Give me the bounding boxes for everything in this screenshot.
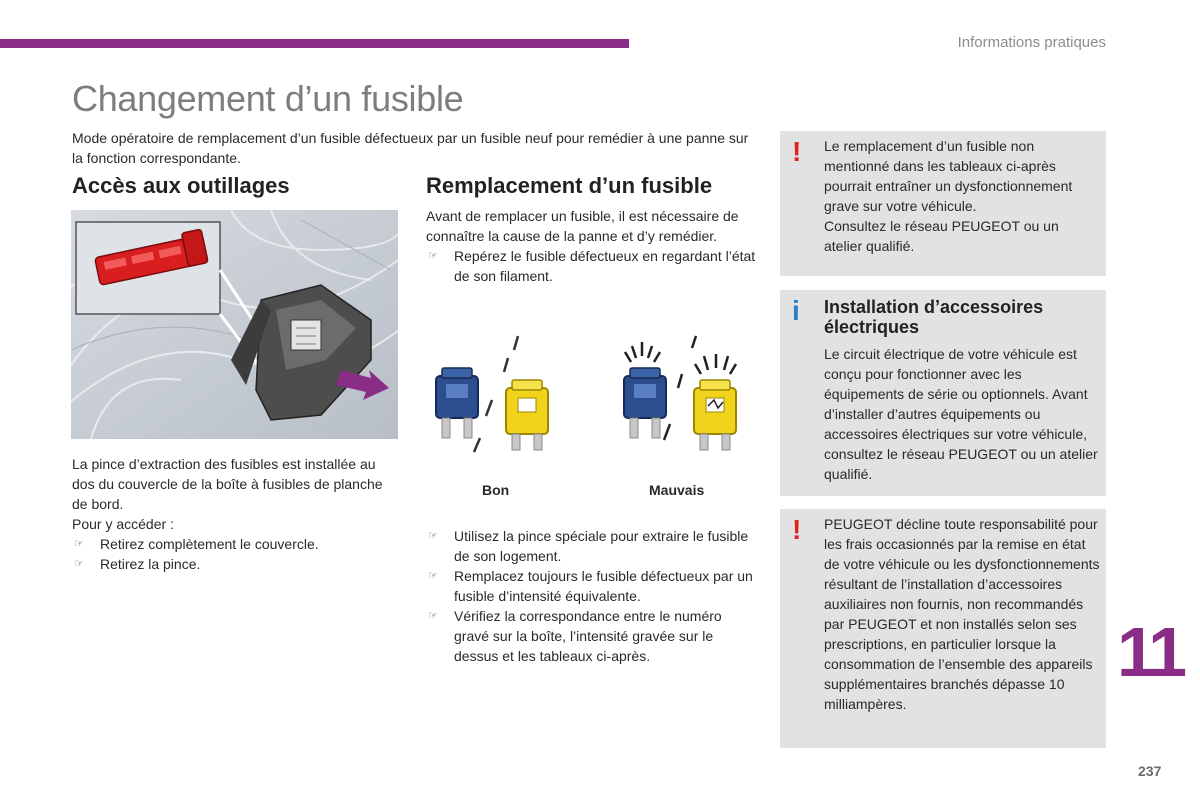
- list-item: ☞ Utilisez la pince spéciale pour extraire le fusible de son logement.: [428, 528, 749, 564]
- remplacement-intro: Avant de remplacer un fusible, il est nécessaire de connaître la cause de la panne et d’y remédier.: [426, 208, 739, 244]
- hand-pointer-icon: ☞: [428, 250, 438, 262]
- remplacement-intro-block: [426, 206, 756, 286]
- warning-icon: !: [792, 136, 802, 167]
- fuse-label-bad: Mauvais: [649, 482, 705, 498]
- fuse-puller-illustration: [71, 210, 398, 439]
- list-item: ☞ Vérifiez la correspondance entre le numéro gravé sur la boîte, l’intensité gravée sur le dessus et les tableaux ci-après.: [428, 608, 722, 664]
- warning-icon: !: [792, 514, 802, 545]
- bad-fuse-blue: [624, 368, 666, 438]
- list-item: ☞ Retirez complètement le couvercle.: [74, 536, 319, 552]
- remplacement-steps: [426, 526, 756, 666]
- remplacement-heading: Remplacement d’un fusible: [426, 173, 713, 198]
- good-fuse-yellow: [506, 380, 548, 450]
- hand-pointer-icon: ☞: [428, 610, 438, 622]
- page-number: 237: [1138, 763, 1162, 779]
- bad-fuse-yellow: [694, 380, 736, 450]
- hand-pointer-icon: ☞: [428, 530, 438, 542]
- info-icon: i: [792, 295, 800, 326]
- page-title: Changement d’un fusible: [72, 78, 464, 119]
- warning-text: PEUGEOT décline toute responsabilité pour les frais occasionnés par la remise en état de votre véhicule ou les dysfonctionnements résultant de l’installation d’accessoires auxiliaires non fournis, non recommandés par PEUGEOT et non installés selon ses prescriptions, en particulier lorsque la consommation de l’ensemble des appareils supplémentaires branchés dépasse 10 milliampères.: [824, 516, 1100, 712]
- chapter-number: 11: [1117, 613, 1183, 691]
- list-item: ☞ Remplacez toujours le fusible défectueux par un fusible d’intensité équivalente.: [428, 568, 753, 604]
- good-fuse-blue: [436, 368, 478, 438]
- warning-box-responsibility: [780, 509, 1106, 748]
- warning-text: Le remplacement d’un fusible non mentionné dans les tableaux ci-après pourrait entraîner un dysfonctionnement grave sur votre véhicule. Consultez le réseau PEUGEOT ou un atelier qualifié.: [824, 138, 1073, 254]
- header-accent-bar: [0, 39, 629, 48]
- acces-heading: Accès aux outillages: [72, 173, 290, 198]
- info-box-text: Le circuit électrique de votre véhicule est conçu pour fonctionner avec les équipements de série ou optionnels. Avant d’installer d’autres équipements ou accessoires électriques sur votre véhicule, consultez le réseau PEUGEOT ou un atelier qualifié.: [824, 346, 1098, 482]
- warning-box-fuse: [780, 131, 1106, 276]
- acces-paragraph: Pour y accéder :: [72, 516, 174, 532]
- hand-pointer-icon: ☞: [428, 570, 438, 582]
- intro-text: Mode opératoire de remplacement d’un fusible défectueux par un fusible neuf pour remédier à une panne sur la fonction correspondante.: [72, 130, 749, 166]
- info-box-title: Installation d’accessoires électriques: [824, 297, 1044, 337]
- acces-paragraph: La pince d’extraction des fusibles est installée au dos du couvercle de la boîte à fusibles de planche de bord.: [72, 456, 383, 512]
- hand-pointer-icon: ☞: [74, 538, 84, 550]
- fuse-comparison-illustration: [420, 328, 760, 463]
- info-box-accessories: [780, 290, 1106, 496]
- acces-text: [72, 454, 392, 574]
- list-item: ☞ Repérez le fusible défectueux en regardant l’état de son filament.: [428, 248, 756, 284]
- list-item: ☞ Retirez la pince.: [74, 556, 201, 572]
- fuse-label-good: Bon: [482, 482, 510, 498]
- hand-pointer-icon: ☞: [74, 558, 84, 570]
- section-header: Informations pratiques: [957, 34, 1106, 51]
